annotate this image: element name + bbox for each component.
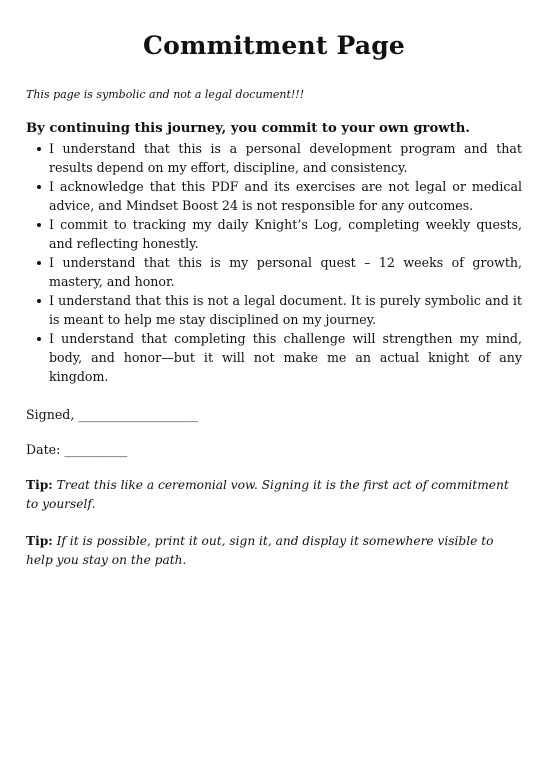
- signature-line: Signed, ___________________: [26, 407, 198, 422]
- date-line: Date: __________: [26, 442, 128, 457]
- commitment-list: [26, 139, 522, 386]
- tip-paragraph: [26, 476, 522, 514]
- disclaimer-note: This page is symbolic and not a legal document!!!: [26, 88, 305, 101]
- commitment-item: I acknowledge that this PDF and its exercises are not legal or medical advice, and Mindset Boost 24 is not responsible for any outcomes.: [49, 179, 522, 213]
- tip-paragraph: [26, 532, 522, 570]
- page-title: Commitment Page: [142, 31, 406, 60]
- tip-label: Tip:: [26, 478, 53, 492]
- tip-text: If it is possible, print it out, sign it, and display it somewhere visible to help you stay on the path.: [26, 534, 494, 567]
- commitment-lead: By continuing this journey, you commit to your own growth.: [26, 121, 470, 136]
- commitment-item: I understand that completing this challenge will strengthen my mind, body, and honor—but it will not make me an actual knight of any kingdom.: [49, 331, 522, 384]
- commitment-item: I understand that this is a personal development program and that results depend on my effort, discipline, and consistency.: [49, 141, 522, 175]
- tip-text: Treat this like a ceremonial vow. Signing it is the first act of commitment to yourself.: [26, 478, 509, 511]
- tip-label: Tip:: [26, 534, 53, 548]
- commitment-item: I commit to tracking my daily Knight’s Log, completing weekly quests, and reflecting honestly.: [49, 217, 522, 251]
- commitment-item: I understand that this is my personal quest – 12 weeks of growth, mastery, and honor.: [49, 255, 522, 289]
- commitment-item: I understand that this is not a legal document. It is purely symbolic and it is meant to help me stay disciplined on my journey.: [49, 293, 522, 327]
